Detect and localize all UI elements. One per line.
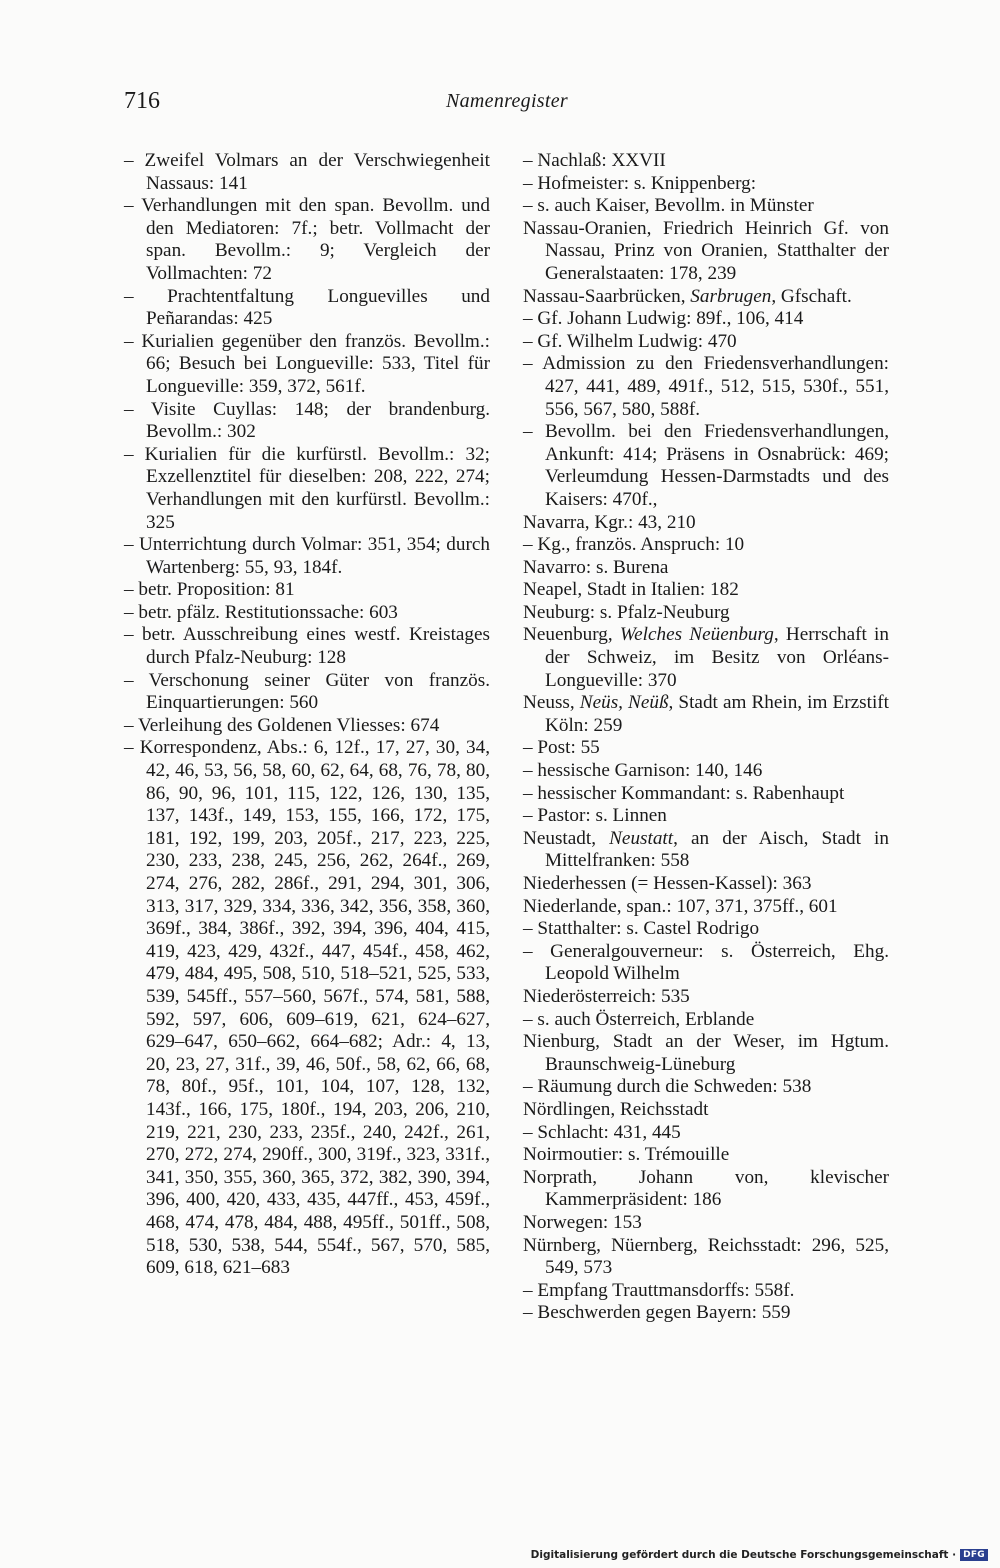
- index-subentry: – Verleihung des Goldenen Vliesses: 674: [124, 714, 440, 736]
- index-entry: Niederhessen (= Hessen-Kassel): 363: [523, 873, 812, 894]
- index-subentry: – Visite Cuyllas: 148; der brandenburg. Bevollm.: 302: [124, 398, 490, 443]
- index-subentry: – Räumung durch die Schweden: 538: [523, 1076, 812, 1098]
- page-header: [124, 88, 890, 122]
- index-entry: Noirmoutier: s. Trémouille: [523, 1144, 730, 1166]
- index-subentry: – Pastor: s. Linnen: [523, 805, 667, 827]
- index-entry: Norwegen: 153: [523, 1211, 642, 1233]
- index-subentry: – Statthalter: s. Castel Rodrigo: [523, 918, 760, 940]
- index-entry: Niederlande, span.: 107, 371, 375ff., 601: [523, 895, 838, 917]
- index-subentry: – Bevollm. bei den Friedensverhandlungen, Ankunft: 414; Präsens in Osnabrück: 469; Verleumdung Hessen-Darmstadts und des Kaisers: 470f.,: [523, 421, 889, 510]
- index-subentry: – Gf. Wilhelm Ludwig: 470: [523, 330, 737, 352]
- index-entry: Nassau-Saarbrücken, Sarbrugen, Gfschaft.: [523, 285, 852, 307]
- index-subentry: – Nachlaß: XXVII: [523, 150, 666, 171]
- index-subentry: – s. auch Österreich, Erblande: [523, 1008, 755, 1030]
- index-subentry: – Admission zu den Friedensverhandlungen: 427, 441, 489, 491f., 512, 515, 530f., 551, 556, 567, 580, 588f.: [523, 353, 889, 420]
- index-entry: Neuss, Neüs, Neüß, Stadt am Rhein, im Erzstift Köln: 259: [523, 692, 889, 736]
- index-subentry: – s. auch Kaiser, Bevollm. in Münster: [523, 195, 814, 217]
- index-subentry: – Zweifel Volmars an der Verschwiegenheit Nassaus: 141: [124, 150, 490, 194]
- index-entry: Niederösterreich: 535: [523, 985, 690, 1007]
- page-number: 716: [124, 88, 160, 114]
- index-subentry: – Post: 55: [523, 737, 600, 759]
- index-column-left: [124, 150, 490, 1280]
- index-entry: Neapel, Stadt in Italien: 182: [523, 579, 739, 601]
- index-entry: Norprath, Johann von, klevischer Kammerpräsident: 186: [523, 1166, 889, 1211]
- index-entry: Nürnberg, Nüernberg, Reichsstadt: 296, 525, 549, 573: [523, 1234, 889, 1279]
- dfg-logo-icon: DFG: [960, 1549, 988, 1561]
- index-entry: Neuenburg, Welches Neüenburg, Herrschaft in der Schweiz, im Besitz von Orléans-Longueville: 370: [523, 624, 889, 691]
- index-column-right: [523, 150, 889, 1325]
- index-subentry: – Unterrichtung durch Volmar: 351, 354; durch Wartenberg: 55, 93, 184f.: [124, 534, 490, 578]
- index-subentry: – Beschwerden gegen Bayern: 559: [523, 1302, 791, 1324]
- footer-credit: [531, 1548, 988, 1562]
- index-subentry: – hessischer Kommandant: s. Rabenhaupt: [523, 782, 845, 804]
- footer-text: Digitalisierung gefördert durch die Deutsche Forschungsgemeinschaft ·: [530, 1549, 957, 1561]
- index-subentry: – Verschonung seiner Güter von französ. Einquartierungen: 560: [124, 669, 490, 714]
- index-subentry: – betr. Proposition: 81: [124, 579, 295, 601]
- index-entry: Nassau-Oranien, Friedrich Heinrich Gf. von Nassau, Prinz von Oranien, Statthalter der Generalstaaten: 178, 239: [523, 217, 889, 284]
- index-entry: Navarro: s. Burena: [523, 556, 669, 578]
- index-entry: Nördlingen, Reichsstadt: [523, 1098, 709, 1120]
- index-subentry: – betr. pfälz. Restitutionssache: 603: [124, 601, 398, 623]
- index-subentry: – betr. Ausschreibung eines westf. Kreistages durch Pfalz-Neuburg: 128: [124, 624, 490, 669]
- index-entry: Navarra, Kgr.: 43, 210: [523, 511, 696, 533]
- index-subentry: – Korrespondenz, Abs.: 6, 12f., 17, 27, 30, 34, 42, 46, 53, 56, 58, 60, 62, 64, 68, 76, 78, 80, 86, 90, 96, 101, 115, 122, 126, 130, 135, 137, 143f., 149, 153, 155, 166, 172, 175, 181, 192, 199, 203, 205f., 217, 223, 225, 230, 233, 238, 245, 256, 262, 264f., 269, 274, 276, 282, 286f., 291, 294, 301, 306, 313, 317, 329, 334, 336, 342, 356, 358, 360, 369f., 384, 386f., 392, 394, 396, 404, 415, 419, 423, 429, 432f., 447, 454f., 458, 462, 479, 484, 495, 508, 510, 518–521, 525, 533, 539, 545ff., 557–560, 567f., 574, 581, 588, 592, 597, 606, 609–619, 621, 624–627, 629–647, 650–662, 664–682; Adr.: 4, 13, 20, 23, 27, 31f., 39, 46, 50f., 58, 62, 66, 68, 78, 80f., 95f., 101, 104, 107, 128, 132, 143f., 166, 175, 180f., 194, 203, 206, 210, 219, 221, 230, 233, 235f., 240, 242f., 261, 270, 272, 274, 290ff., 300, 319f., 323, 331f., 341, 350, 355, 360, 365, 372, 382, 390, 394, 396, 400, 420, 433, 435, 447ff., 453, 459f., 468, 474, 478, 484, 488, 495ff., 501ff., 508, 518, 530, 538, 544, 554f., 567, 570, 585, 609, 618, 621–683: [124, 737, 490, 1279]
- index-subentry: – Gf. Johann Ludwig: 89f., 106, 414: [523, 308, 804, 330]
- index-subentry: – Empfang Trauttmansdorffs: 558f.: [523, 1279, 795, 1301]
- index-subentry: – Kg., französ. Anspruch: 10: [523, 534, 745, 556]
- index-subentry: – Hofmeister: s. Knippenberg:: [523, 172, 757, 194]
- index-subentry: – Generalgouverneur: s. Österreich, Ehg. Leopold Wilhelm: [523, 940, 889, 985]
- index-subentry: – Schlacht: 431, 445: [523, 1121, 681, 1143]
- index-subentry: – Prachtentfaltung Longuevilles und Peñarandas: 425: [124, 285, 490, 330]
- index-subentry: – Verhandlungen mit den span. Bevollm. und den Mediatoren: 7f.; betr. Vollmacht der span. Bevollm.: 9; Vergleich der Vollmachten: 72: [124, 195, 490, 284]
- index-entry: Neuburg: s. Pfalz-Neuburg: [523, 601, 730, 623]
- index-subentry: – Kurialien für die kurfürstl. Bevollm.: 32; Exzellenztitel für dieselben: 208, 222, 274; Verhandlungen mit den kurfürstl. Bevollm.: 325: [124, 443, 490, 533]
- index-entry: Nienburg, Stadt an der Weser, im Hgtum. Braunschweig-Lüneburg: [523, 1031, 889, 1075]
- running-title: Namenregister: [445, 90, 569, 112]
- index-entry: Neustadt, Neustatt, an der Aisch, Stadt in Mittelfranken: 558: [523, 827, 889, 872]
- index-subentry: – hessische Garnison: 140, 146: [523, 760, 763, 782]
- index-subentry: – Kurialien gegenüber den französ. Bevollm.: 66; Besuch bei Longueville: 533, Titel für Longueville: 359, 372, 561f.: [124, 330, 490, 397]
